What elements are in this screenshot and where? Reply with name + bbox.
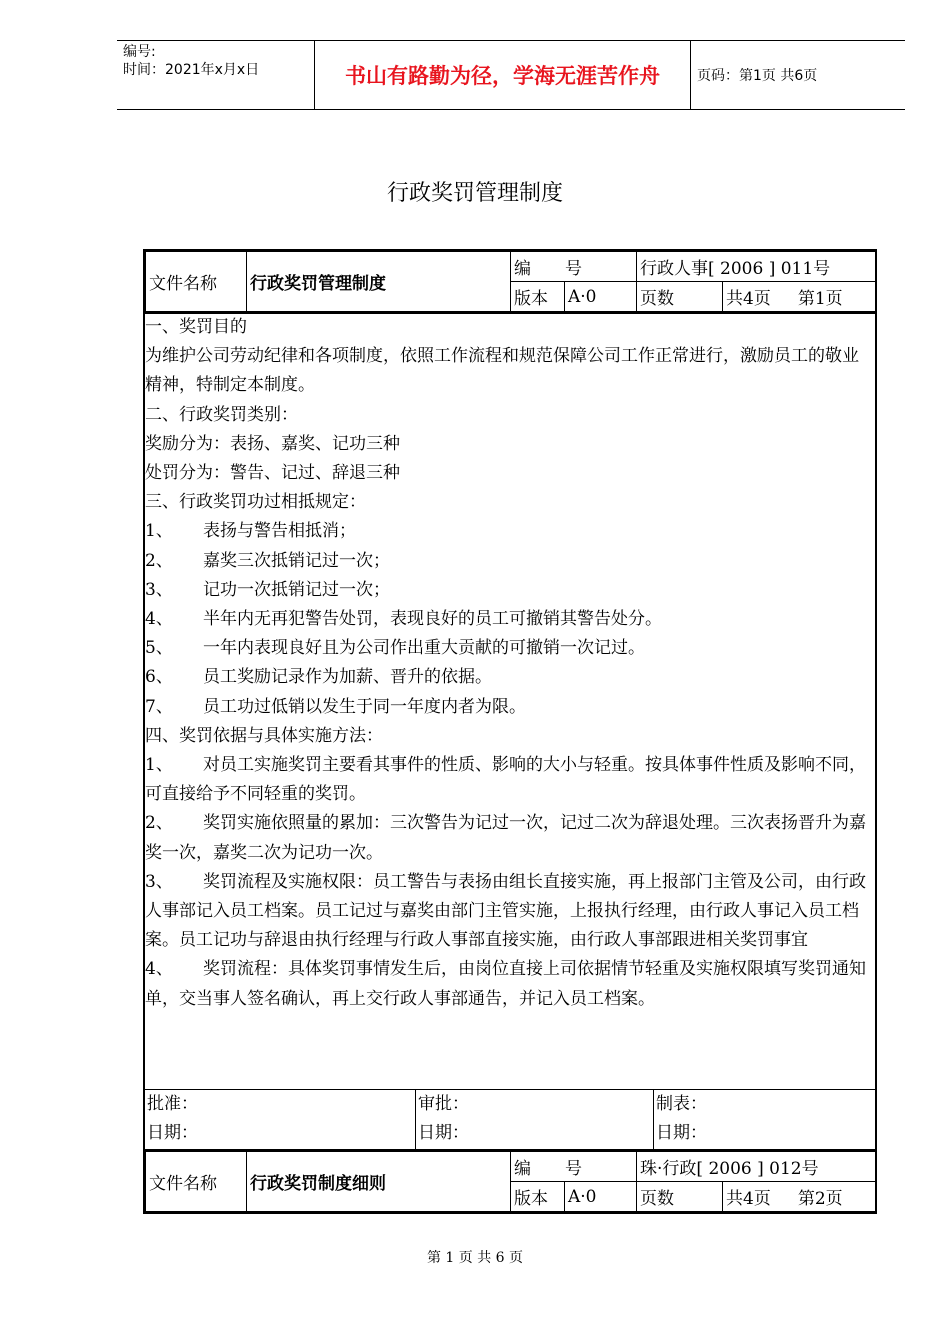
paragraph-text: 为维护公司劳动纪律和各项制度，依照工作流程和规范保障公司工作正常进行，激励员工的敬业精神，特制定本制度。 <box>145 346 859 396</box>
header-page-info: 页码：第1页 共6页 <box>697 68 818 84</box>
page-footer: 第 1 页 共 6 页 <box>426 1250 524 1266</box>
file-name-label: 文件名称 <box>146 252 247 312</box>
page-number: 第1页 <box>797 289 843 309</box>
document-title: 行政奖罚管理制度 <box>386 181 563 206</box>
item-number: 3、 <box>145 871 173 892</box>
pages-label: 页数 <box>637 1182 723 1212</box>
paragraph <box>145 459 875 488</box>
doc-info-table-2 <box>143 1149 877 1214</box>
paragraph-text: 处罚分为：警告、记过、辞退三种 <box>145 463 400 484</box>
paragraph <box>145 517 875 546</box>
pages-value <box>723 282 876 312</box>
paragraph <box>145 313 875 342</box>
item-number: 1、 <box>145 755 173 776</box>
paragraph <box>145 342 875 400</box>
paragraph-text: 对员工实施奖罚主要看其事件的性质、影响的大小与轻重。按具体事件性质及影响不同，可直接给予不同轻重的奖罚。 <box>145 755 866 805</box>
header-motto: 书山有路勤为径，学海无涯苦作舟 <box>314 41 691 109</box>
code-label: 编号: <box>123 44 156 60</box>
paragraph <box>145 955 875 1013</box>
paragraph <box>145 547 875 576</box>
item-number: 4、 <box>145 609 173 630</box>
pages-total: 共4页 <box>726 1189 771 1209</box>
pages-label: 页数 <box>637 282 723 312</box>
paragraph-text: 半年内无再犯警告处罚，表现良好的员工可撤销其警告处分。 <box>203 609 662 630</box>
paragraph-text: 员工奖励记录作为加薪、晋升的依据。 <box>203 667 492 688</box>
pages-value <box>723 1182 876 1212</box>
item-number: 3、 <box>145 579 173 600</box>
number-value: 行政人事[ 2006 ] 011号 <box>637 252 876 282</box>
paragraph <box>145 751 875 809</box>
review-cell <box>415 1090 653 1150</box>
item-number: 4、 <box>145 959 173 980</box>
time-label: 时间：2021年x月x日 <box>123 62 260 78</box>
make-cell <box>653 1090 875 1150</box>
paragraph <box>145 488 875 517</box>
item-number: 2、 <box>145 550 173 571</box>
approve-label: 批准： <box>147 1094 198 1114</box>
paragraph-text: 四、奖罚依据与具体实施方法： <box>145 725 383 746</box>
version-value: A·0 <box>565 282 637 312</box>
paragraph-text: 二、行政奖罚类别： <box>145 404 298 425</box>
paragraph-text: 一年内表现良好且为公司作出重大贡献的可撤销一次记过。 <box>203 638 645 659</box>
make-label: 制表： <box>656 1094 707 1114</box>
number-value: 珠·行政[ 2006 ] 012号 <box>637 1152 876 1182</box>
paragraph-text: 奖罚流程及实施权限：员工警告与表扬由组长直接实施，再上报部门主管及公司，由行政人事部记入员工档案。员工记过与嘉奖由部门主管实施，上报执行经理，由行政人事记入员工档案。员工记功与辞退由执行经理与行政人事部直接实施，由行政人事部跟进相关奖罚事宜 <box>145 871 866 951</box>
paragraph-text: 三、行政奖罚功过相抵规定： <box>145 492 366 513</box>
review-date-label: 日期： <box>418 1123 469 1143</box>
paragraph-text: 嘉奖三次抵销记过一次； <box>203 550 390 571</box>
document-body <box>145 313 875 1014</box>
doc-info-table-1 <box>143 249 877 314</box>
paragraph <box>145 868 875 956</box>
paragraph <box>145 605 875 634</box>
paragraph-text: 奖罚实施依照量的累加：三次警告为记过一次，记过二次为辞退处理。三次表扬晋升为嘉奖一次，嘉奖二次为记功一次。 <box>145 813 866 863</box>
signature-row <box>143 1089 877 1149</box>
item-number: 1、 <box>145 521 173 542</box>
paragraph <box>145 663 875 692</box>
paragraph-text: 记功一次抵销记过一次； <box>203 579 390 600</box>
paragraph-text: 奖罚流程：具体奖罚事情发生后，由岗位直接上司依据情节轻重及实施权限填写奖罚通知单，交当事人签名确认，再上交行政人事部通告，并记入员工档案。 <box>145 959 866 1009</box>
file-name-label: 文件名称 <box>146 1152 247 1212</box>
paragraph <box>145 693 875 722</box>
page-number: 第2页 <box>797 1189 843 1209</box>
paragraph <box>145 634 875 663</box>
number-label: 编 号 <box>511 1152 637 1182</box>
approve-date-label: 日期： <box>147 1123 198 1143</box>
item-number: 7、 <box>145 696 173 717</box>
page-header <box>117 40 905 110</box>
paragraph <box>145 809 875 867</box>
paragraph-text: 奖励分为：表扬、嘉奖、记功三种 <box>145 433 400 454</box>
paragraph-text: 表扬与警告相抵消； <box>203 521 356 542</box>
version-label: 版本 <box>511 1182 565 1212</box>
header-meta <box>117 41 314 109</box>
file-name-value: 行政奖罚管理制度 <box>247 252 511 312</box>
pages-total: 共4页 <box>726 289 771 309</box>
paragraph <box>145 576 875 605</box>
version-label: 版本 <box>511 282 565 312</box>
paragraph-text: 员工功过低销以发生于同一年度内者为限。 <box>203 696 526 717</box>
item-number: 6、 <box>145 667 173 688</box>
paragraph <box>145 401 875 430</box>
paragraph-text: 一、奖罚目的 <box>145 317 247 337</box>
version-value: A·0 <box>565 1182 637 1212</box>
paragraph <box>145 722 875 751</box>
paragraph <box>145 430 875 459</box>
approve-cell <box>145 1090 415 1150</box>
item-number: 5、 <box>145 638 173 659</box>
file-name-value: 行政奖罚制度细则 <box>247 1152 511 1212</box>
make-date-label: 日期： <box>656 1123 707 1143</box>
number-label: 编 号 <box>511 252 637 282</box>
review-label: 审批： <box>418 1094 469 1114</box>
item-number: 2、 <box>145 813 173 834</box>
